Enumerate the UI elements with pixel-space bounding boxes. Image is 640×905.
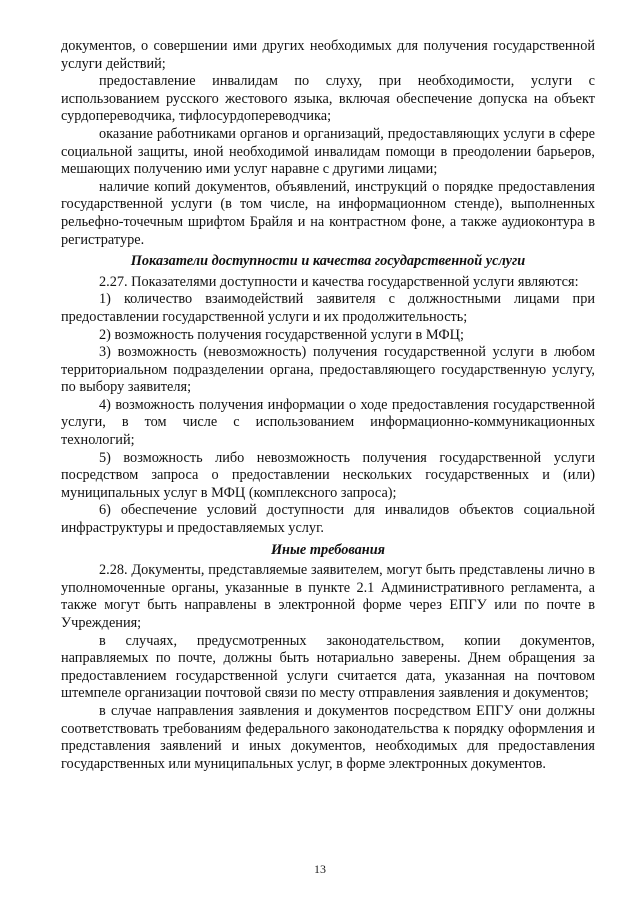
document-page [61,38,595,773]
paragraph: 2.27. Показателями доступности и качества государственной услуги являются: [99,273,579,290]
list-item: 6) обеспечение условий доступности для инвалидов объектов социальной инфраструктуры и предоставляемых услуг. [61,502,595,537]
section-heading: Показатели доступности и качества государственной услуги [130,253,526,270]
list-item: 3) возможность (невозможность) получения государственной услуги в любом территориальном подразделении органа, предоставляющего государственную услугу, по выбору заявителя; [61,344,595,396]
paragraph: 2.28. Документы, представляемые заявителем, могут быть представлены лично в уполномоченные органы, указанные в пункте 2.1 Административного регламента, а также могут быть направлены в электронной форме через ЕПГУ или по почте в Учреждения; [61,562,595,631]
list-item: 2) возможность получения государственной услуги в МФЦ; [99,326,464,343]
list-item: 4) возможность получения информации о ходе предоставления государственной услуги, в том числе с использованием информационно-коммуникационных технологий; [61,396,595,449]
paragraph: документов, о совершении ими других необходимых для получения государственной услуги действий; [61,38,595,72]
list-item: 5) возможность либо невозможность получения государственной услуги посредством запроса о предоставлении нескольких государственных и (или) муниципальных услуг в МФЦ (комплексного запроса); [61,449,595,501]
paragraph: в случае направления заявления и документов посредством ЕПГУ они должны соответствовать требованиям федерального законодательства к порядку оформления и представления заявлений и иных документов, необходимых для предоставления государственных или муниципальных услуг, в форме электронных документов. [61,702,595,772]
page-number: 13 [314,862,326,876]
paragraph: предоставление инвалидам по слуху, при необходимости, услуги с использованием русского жестового языка, включая обеспечение допуска на объект сурдопереводчика, тифлосурдопереводчика; [61,73,595,125]
section-heading: Иные требования [270,541,386,558]
paragraph: оказание работниками органов и организаций, предоставляющих услуги в сфере социальной защиты, иной необходимой инвалидам помощи в преодолении барьеров, мешающих получению ими услуг наравне с другими лицами; [61,125,595,178]
paragraph: в случаях, предусмотренных законодательством, копии документов, направляемых по почте, должны быть нотариально заверены. Днем обращения за предоставлением государственной услуги считается дата, указанная на почтовом штемпеле организации почтовой связи по месту отправления заявления и документов; [61,632,595,702]
paragraph: наличие копий документов, объявлений, инструкций о порядке предоставления государственной услуги (в том числе, на информационном стенде), выполненных рельефно-точечным шрифтом Брайля и на контрастном фоне, а также аудиоконтура в регистратуре. [61,178,595,248]
list-item: 1) количество взаимодействий заявителя с должностными лицами при предоставлении государственной услуги и их продолжительность; [61,291,595,325]
